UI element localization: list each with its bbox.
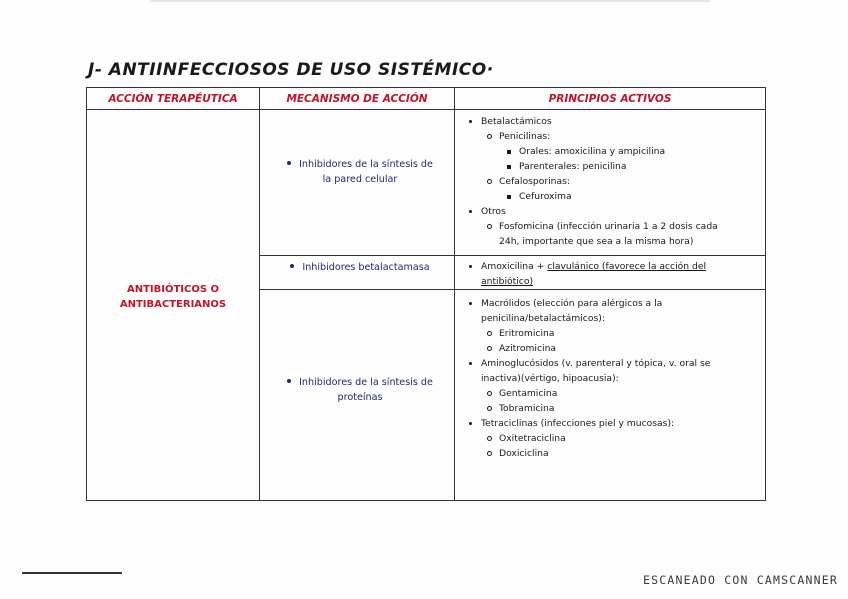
antiinfective-table: [86, 87, 766, 501]
list-item: Doxiciclina: [467, 446, 759, 461]
drug-name: Amoxicilina +: [481, 261, 548, 272]
mechanism-proteinas: [267, 375, 453, 405]
scanner-watermark: ESCANEADO CON CAMSCANNER: [643, 573, 838, 587]
scan-edge-line: [150, 0, 710, 2]
list-item: Parenterales: penicilina: [467, 159, 759, 174]
row-divider: [259, 255, 765, 256]
header-principios: PRINCIPIOS ACTIVOS: [548, 93, 672, 105]
bullet-icon: [290, 264, 294, 268]
list-item: Tobramicina: [467, 401, 759, 416]
list-item: Oxitetraciclina: [467, 431, 759, 446]
category-line: ANTIBACTERIANOS: [119, 299, 227, 310]
mechanism-pared: [267, 157, 453, 187]
list-item: Penicilinas:: [467, 129, 759, 144]
column-divider: [259, 88, 260, 500]
mechanism-text: proteínas: [337, 392, 383, 403]
scan-edge-line: [22, 572, 122, 574]
list-item: 24h, importante que sea a la misma hora): [499, 236, 694, 247]
principios-list-3: [467, 296, 759, 461]
mechanism-text: Inhibidores de la síntesis de: [299, 377, 433, 388]
list-item: Otros: [467, 204, 759, 219]
list-item: antibiótico): [481, 276, 534, 287]
list-item: [467, 259, 759, 274]
row-divider: [259, 289, 765, 290]
list-item: Eritromicina: [467, 326, 759, 341]
mechanism-text: la pared celular: [322, 174, 398, 185]
list-item: Cefalosporinas:: [467, 174, 759, 189]
mechanism-text: Inhibidores de la síntesis de: [299, 159, 433, 170]
drug-note: clavulánico (favorece la acción del: [547, 261, 707, 272]
list-item: Fosfomicina (infección urinaria 1 a 2 dosis cada: [467, 219, 759, 234]
list-item: Aminoglucósidos (v. parenteral y tópica, v. oral se: [467, 356, 759, 371]
list-item: Cefuroxima: [467, 189, 759, 204]
mechanism-betalactamasa: [267, 260, 453, 275]
page-title: J- ANTIINFECCIOSOS DE USO SISTÉMICO·: [88, 60, 494, 80]
list-item: penicilina/betalactámicos):: [481, 313, 605, 324]
list-item: Betalactámicos: [467, 114, 759, 129]
bullet-icon: [287, 161, 291, 165]
list-item: inactiva)(vértigo, hipoacusia):: [481, 373, 619, 384]
column-divider: [454, 88, 455, 500]
header-mecanismo: MECANISMO DE ACCIÓN: [286, 93, 428, 105]
list-item: Orales: amoxicilina y ampicilina: [467, 144, 759, 159]
principios-list-1: [467, 114, 759, 249]
list-item: Macrólidos (elección para alérgicos a la: [467, 296, 759, 311]
list-item: Gentamicina: [467, 386, 759, 401]
principios-list-2: [467, 259, 759, 289]
list-item: Tetraciclinas (infecciones piel y mucosas):: [467, 416, 759, 431]
bullet-icon: [287, 379, 291, 383]
mechanism-text: Inhibidores betalactamasa: [302, 262, 430, 273]
category-cell: [87, 282, 259, 312]
header-divider: [87, 109, 765, 110]
category-line: ANTIBIÓTICOS O: [126, 284, 220, 295]
list-item: Azitromicina: [467, 341, 759, 356]
header-accion: ACCIÓN TERAPÉUTICA: [108, 93, 238, 105]
